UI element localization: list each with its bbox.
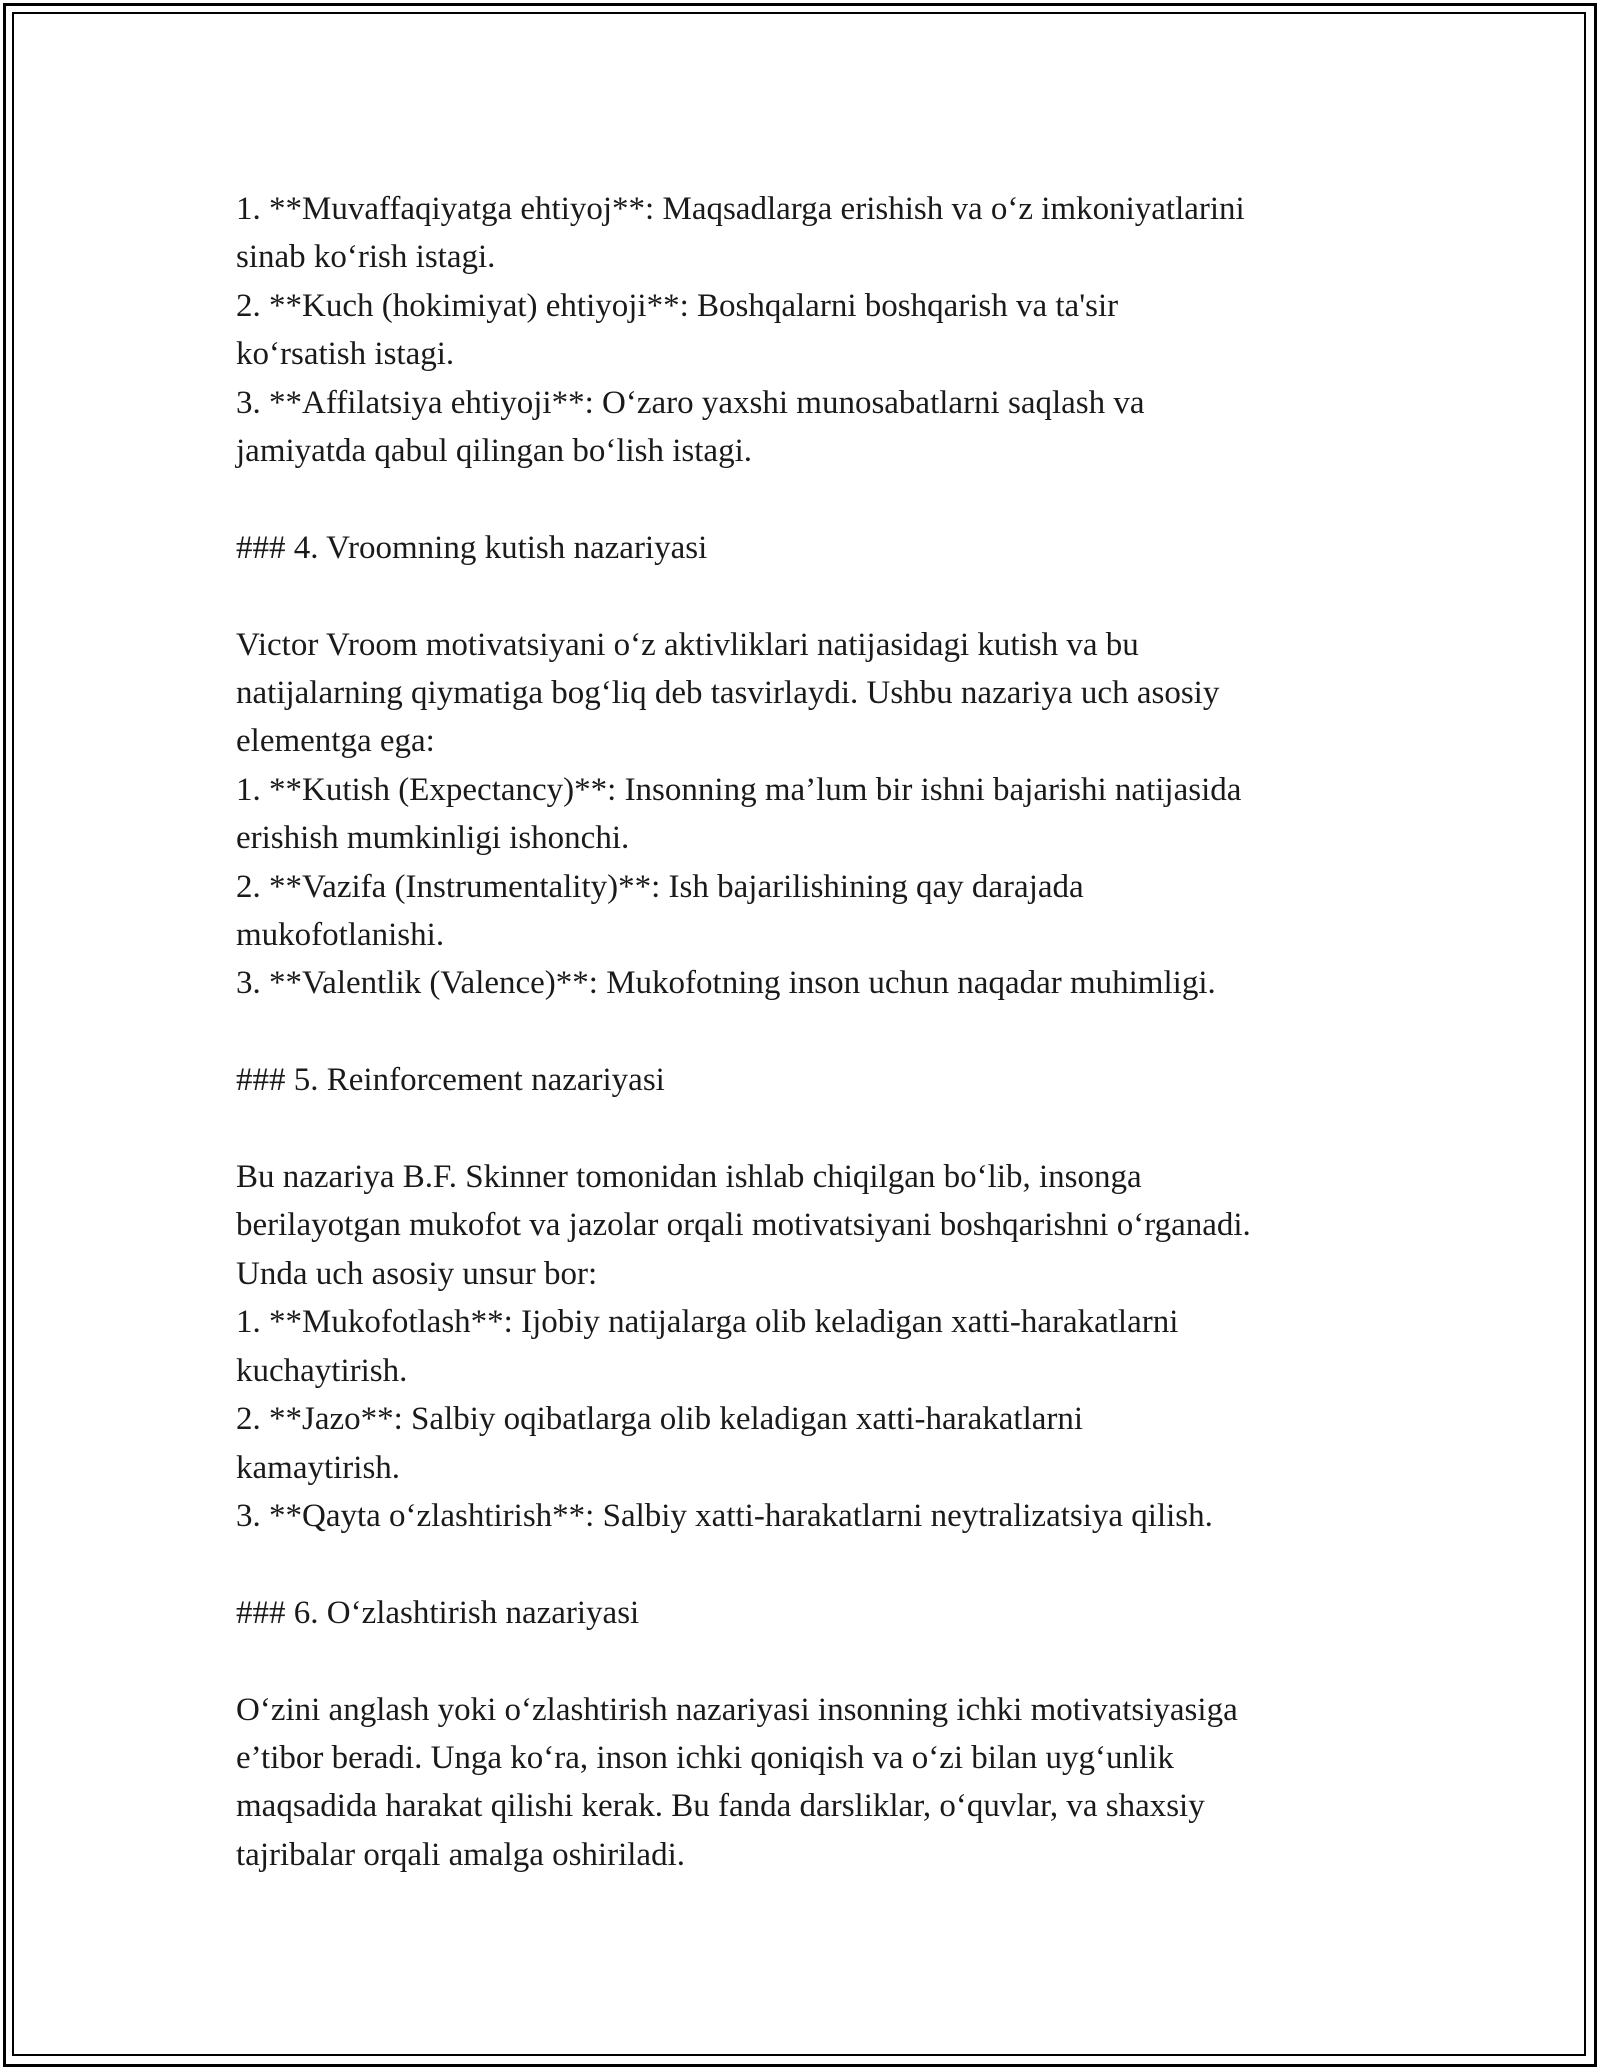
paragraph-learning: O‘zini anglash yoki o‘zlashtirish nazariyasi insonning ichki motivatsiyasiga: [236, 1691, 1238, 1728]
document-body: [236, 185, 1376, 1879]
blank-line: [236, 475, 1376, 523]
paragraph-vroom-cont: elementga ega:: [236, 723, 435, 760]
paragraph-reinforcement-cont: Unda uch asosiy unsur bor:: [236, 1255, 598, 1292]
list-item-punishment-cont: kamaytirish.: [236, 1449, 401, 1486]
paragraph-learning-cont: tajribalar orqali amalga oshiriladi.: [236, 1836, 685, 1873]
list-item-valence: 3. **Valentlik (Valence)**: Mukofotning inson uchun naqadar muhimligi.: [236, 965, 1216, 1002]
blank-line: [236, 572, 1376, 620]
section-heading-learning: ### 6. O‘zlashtirish nazariyasi: [236, 1594, 640, 1631]
list-item-power-need: 2. **Kuch (hokimiyat) ehtiyoji**: Boshqalarni boshqarish va ta'sir: [236, 287, 1119, 324]
list-item-punishment: 2. **Jazo**: Salbiy oqibatlarga olib keladigan xatti-harakatlarni: [236, 1401, 1084, 1438]
paragraph-vroom: Victor Vroom motivatsiyani o‘z aktivliklari natijasidagi kutish va bu: [236, 626, 1139, 663]
section-heading-reinforcement: ### 5. Reinforcement nazariyasi: [236, 1062, 665, 1099]
list-item-power-need-cont: ko‘rsatish istagi.: [236, 336, 455, 373]
paragraph-reinforcement: Bu nazariya B.F. Skinner tomonidan ishlab chiqilgan bo‘lib, insonga: [236, 1159, 1142, 1196]
blank-line: [236, 1105, 1376, 1153]
list-item-achievement-need-cont: sinab ko‘rish istagi.: [236, 239, 496, 276]
blank-line: [236, 1637, 1376, 1685]
list-item-achievement-need: 1. **Muvaffaqiyatga ehtiyoj**: Maqsadlarga erishish va o‘z imkoniyatlarini: [236, 191, 1245, 227]
list-item-affiliation-need: 3. **Affilatsiya ehtiyoji**: O‘zaro yaxshi munosabatlarni saqlash va: [236, 384, 1145, 421]
blank-line: [236, 1540, 1376, 1588]
list-item-affiliation-need-cont: jamiyatda qabul qilingan bo‘lish istagi.: [236, 433, 752, 470]
list-item-expectancy-cont: erishish mumkinligi ishonchi.: [236, 820, 630, 857]
paragraph-learning-cont: e’tibor beradi. Unga ko‘ra, inson ichki qoniqish va o‘zi bilan uyg‘unlik: [236, 1739, 1174, 1776]
list-item-expectancy: 1. **Kutish (Expectancy)**: Insonning ma’lum bir ishni bajarishi natijasida: [236, 771, 1242, 808]
blank-line: [236, 1008, 1376, 1056]
list-item-relearning: 3. **Qayta o‘zlashtirish**: Salbiy xatti-harakatlarni neytralizatsiya qilish.: [236, 1497, 1213, 1534]
list-item-reward-cont: kuchaytirish.: [236, 1352, 408, 1389]
paragraph-vroom-cont: natijalarning qiymatiga bog‘liq deb tasvirlaydi. Ushbu nazariya uch asosiy: [236, 675, 1220, 712]
list-item-reward: 1. **Mukofotlash**: Ijobiy natijalarga olib keladigan xatti-harakatlarni: [236, 1304, 1179, 1341]
section-heading-vroom: ### 4. Vroomning kutish nazariyasi: [236, 529, 708, 566]
list-item-instrumentality: 2. **Vazifa (Instrumentality)**: Ish bajarilishining qay darajada: [236, 868, 1084, 905]
paragraph-learning-cont: maqsadida harakat qilishi kerak. Bu fanda darsliklar, o‘quvlar, va shaxsiy: [236, 1788, 1205, 1825]
list-item-instrumentality-cont: mukofotlanishi.: [236, 917, 445, 954]
paragraph-reinforcement-cont: berilayotgan mukofot va jazolar orqali motivatsiyani boshqarishni o‘rganadi.: [236, 1207, 1251, 1244]
